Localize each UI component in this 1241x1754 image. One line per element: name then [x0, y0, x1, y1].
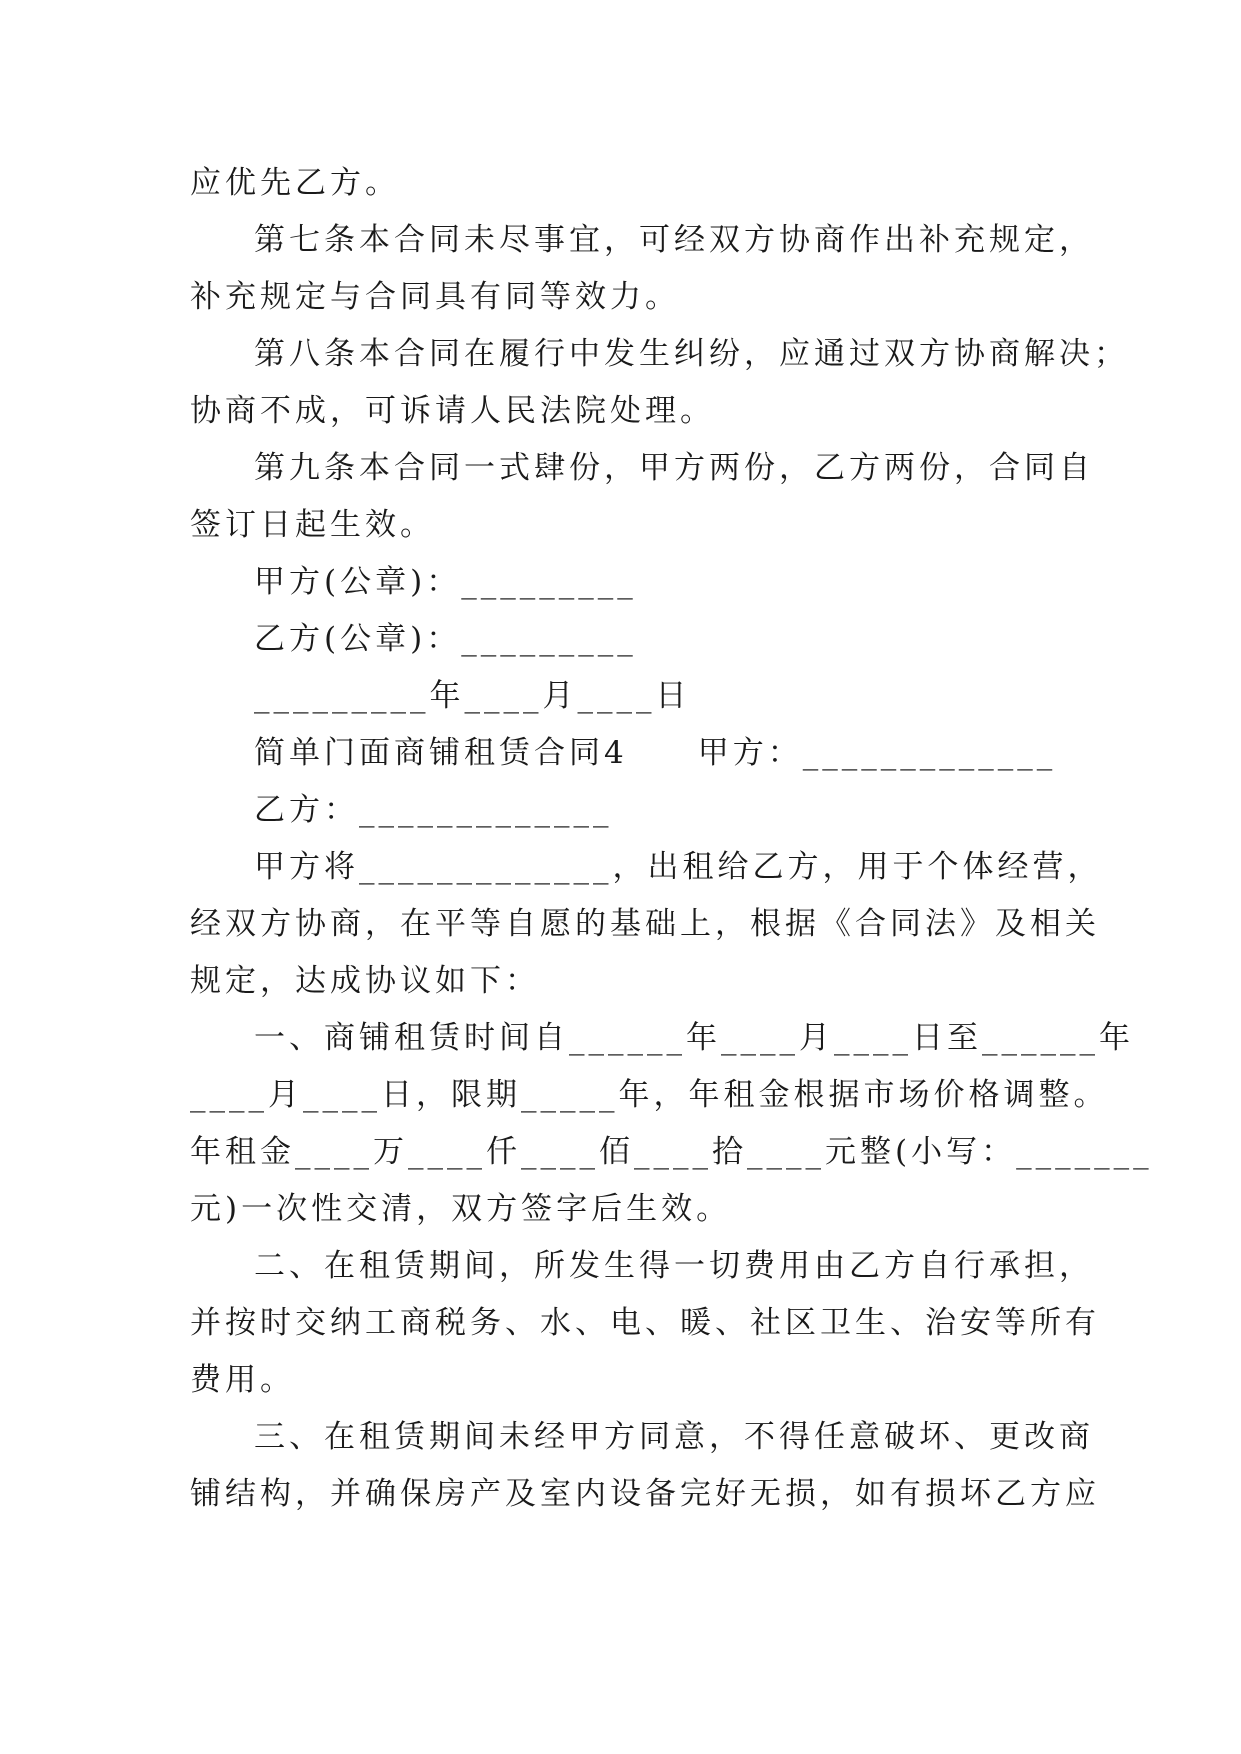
- text-line: 二、在租赁期间，所发生得一切费用由乙方自行承担，: [254, 1248, 1094, 1284]
- text-line: 乙方：_____________: [254, 792, 613, 828]
- text-line: 费用。: [190, 1362, 295, 1398]
- text-line: 甲方将_____________，出租给乙方，用于个体经营，: [254, 849, 1103, 885]
- text-line: 规定，达成协议如下：: [190, 963, 540, 999]
- text-line: 第七条本合同未尽事宜，可经双方协商作出补充规定，: [254, 222, 1094, 258]
- text-line: 第九条本合同一式肆份，甲方两份，乙方两份，合同自: [254, 450, 1094, 486]
- contract-title-line: 简单门面商铺租赁合同4 甲方：_____________: [254, 735, 1057, 771]
- text-line: 三、在租赁期间未经甲方同意，不得任意破坏、更改商: [254, 1419, 1094, 1455]
- text-line: 签订日起生效。: [190, 507, 435, 543]
- date-line: _________年____月____日: [254, 678, 691, 714]
- text-line: 年租金____万____仟____佰____拾____元整(小写：_______: [190, 1134, 1153, 1170]
- text-line: 第八条本合同在履行中发生纠纷，应通过双方协商解决；: [254, 336, 1129, 372]
- text-line: ____月____日，限期_____年，年租金根据市场价格调整。: [190, 1077, 1109, 1113]
- text-line: 补充规定与合同具有同等效力。: [190, 279, 680, 315]
- text-line: 铺结构，并确保房产及室内设备完好无损，如有损坏乙方应: [190, 1476, 1100, 1512]
- text-line: 一、商铺租赁时间自______年____月____日至______年: [254, 1020, 1134, 1056]
- text-line: 元)一次性交清，双方签字后生效。: [190, 1191, 732, 1227]
- text-line: 应优先乙方。: [190, 165, 400, 201]
- text-line: 协商不成，可诉请人民法院处理。: [190, 393, 715, 429]
- signature-line-party-a: 甲方(公章)：_________: [254, 564, 637, 600]
- text-line: 并按时交纳工商税务、水、电、暖、社区卫生、治安等所有: [190, 1305, 1100, 1341]
- signature-line-party-b: 乙方(公章)：_________: [254, 621, 637, 657]
- text-line: 经双方协商，在平等自愿的基础上，根据《合同法》及相关: [190, 906, 1100, 942]
